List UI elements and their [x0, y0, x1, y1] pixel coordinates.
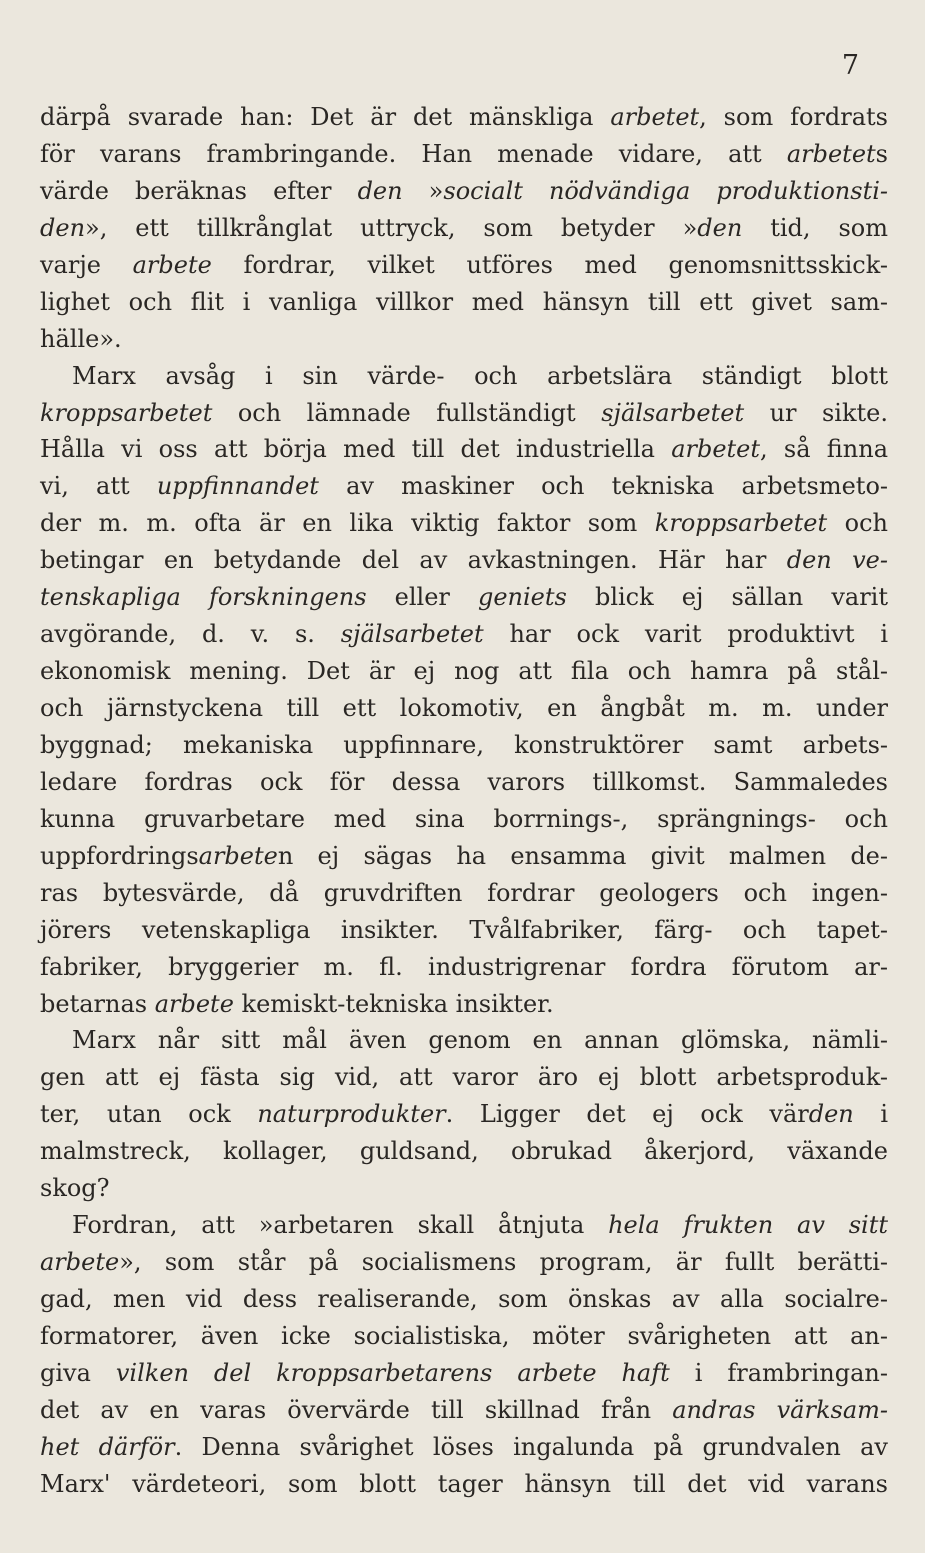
- text-line: kroppsarbetet och lämnade fullständigt själsarbetet ur sikte.: [40, 398, 889, 427]
- text-line: Hålla vi oss att börja med till det industriella arbetet, så finna: [40, 435, 889, 464]
- text-line: ledare fordras ock för dessa varors tillkomst. Sammaledes: [40, 767, 888, 796]
- text-line: kunna gruvarbetare med sina borrnings-, sprängnings- och: [40, 804, 888, 833]
- text-line: Marx' värdeteori, som blott tager hänsyn till det vid varans: [40, 1469, 888, 1498]
- text-line: lighet och flit i vanliga villkor med hänsyn till ett givet sam-: [40, 287, 888, 316]
- text-line: skog?: [40, 1174, 110, 1203]
- text-line: och järnstyckena till ett lokomotiv, en ångbåt m. m. under: [40, 694, 888, 722]
- text-line: det av en varas övervärde till skillnad från andras värksam-: [40, 1395, 888, 1424]
- page-number: 7: [841, 50, 859, 81]
- text-line: varje arbete fordrar, vilket utföres med genomsnittsskick-: [40, 250, 888, 279]
- text-line: giva vilken del kroppsarbetarens arbete haft i frambringan-: [40, 1358, 888, 1387]
- text-line: fabriker, bryggerier m. fl. industrigrenar fordra förutom ar-: [40, 952, 888, 981]
- text-line: malmstreck, kollager, guldsand, obrukad åkerjord, växande: [40, 1137, 888, 1166]
- text-line: värde beräknas efter den »socialt nödvändiga produktionsti-: [40, 176, 888, 205]
- text-line: Fordran, att »arbetaren skall åtnjuta hela frukten av sitt: [72, 1211, 889, 1240]
- text-line: vi, att uppfinnandet av maskiner och tekniska arbetsmeto-: [40, 472, 888, 501]
- text-line: byggnad; mekaniska uppfinnare, konstruktörer samt arbets-: [40, 730, 888, 759]
- text-line: Marx avsåg i sin värde- och arbetslära ständigt blott: [72, 361, 888, 390]
- text-line: gen att ej fästa sig vid, att varor äro ej blott arbetsproduk-: [40, 1063, 888, 1092]
- text-line: betarnas arbete kemiskt-tekniska insikter.: [40, 989, 554, 1018]
- text-line: formatorer, även icke socialistiska, möter svårigheten att an-: [40, 1321, 888, 1350]
- text-line: het därför. Denna svårighet löses ingalunda på grundvalen av: [40, 1432, 888, 1461]
- text-line: gad, men vid dess realiserande, som önskas av alla socialre-: [40, 1285, 888, 1313]
- text-line: Marx når sitt mål även genom en annan glömska, nämli-: [72, 1026, 888, 1055]
- text-line: därpå svarade han: Det är det mänskliga arbetet, som fordrats: [40, 103, 888, 131]
- text-line: ter, utan ock naturprodukter. Ligger det ej ock värden i: [40, 1100, 889, 1129]
- text-line: för varans frambringande. Han menade vidare, att arbetets: [40, 139, 888, 168]
- text-line: hälle».: [40, 324, 122, 353]
- text-line: avgörande, d. v. s. själsarbetet har ock varit produktivt i: [40, 620, 888, 649]
- text-line: jörers vetenskapliga insikter. Tvålfabriker, färg- och tapet-: [40, 915, 888, 944]
- text-line: tenskapliga forskningens eller geniets blick ej sällan varit: [40, 583, 888, 612]
- text-line: der m. m. ofta är en lika viktig faktor som kroppsarbetet och: [40, 509, 888, 538]
- text-line: uppfordringsarbeten ej sägas ha ensamma givit malmen de-: [40, 841, 888, 870]
- text-line: ekonomisk mening. Det är ej nog att fila och hamra på stål-: [40, 657, 888, 686]
- body-text: [40, 99, 888, 1503]
- text-line: ras bytesvärde, då gruvdriften fordrar geologers och ingen-: [40, 878, 888, 907]
- text-line: den», ett tillkrånglat uttryck, som betyder »den tid, som: [40, 213, 888, 242]
- text-line: arbete», som står på socialismens program, är fullt berätti-: [40, 1248, 888, 1277]
- text-line: betingar en betydande del av avkastningen. Här har den ve-: [40, 546, 888, 575]
